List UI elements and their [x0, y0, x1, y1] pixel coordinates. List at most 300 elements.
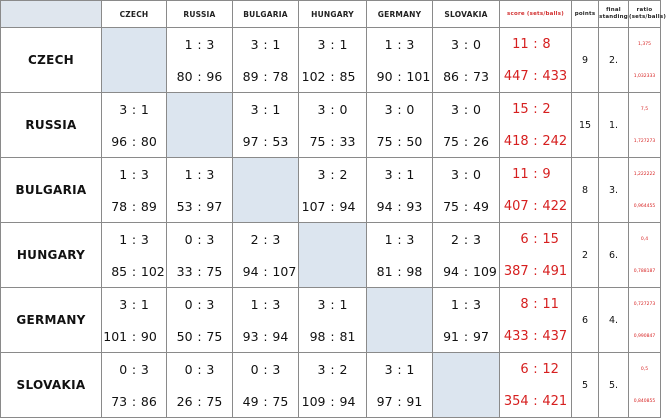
balls-home: 94 — [376, 198, 393, 214]
balls-line — [433, 190, 499, 222]
balls-line — [299, 385, 366, 417]
sets-home: 3 — [451, 166, 459, 182]
sets-line — [233, 288, 298, 320]
balls-home: 90 — [376, 68, 393, 84]
balls-away: 75 — [206, 393, 223, 409]
balls-line — [367, 190, 432, 222]
score-sets-line — [500, 28, 571, 60]
match-result-cell — [102, 288, 167, 353]
match-result-cell — [102, 353, 167, 418]
score-cell — [500, 158, 572, 223]
sets-away: 1 — [140, 296, 149, 312]
score-balls-won: 447 — [503, 68, 529, 84]
match-result-cell — [233, 93, 299, 158]
balls-line — [167, 320, 232, 352]
balls-away: 94 — [272, 328, 289, 344]
balls-home: 98 — [309, 328, 326, 344]
separator: : — [330, 296, 335, 312]
sets-away: 3 — [140, 361, 149, 377]
final-standing-cell: 6. — [599, 223, 629, 288]
header-col-russia: RUSSIA — [167, 1, 233, 28]
separator: : — [397, 393, 402, 409]
balls-away: 75 — [272, 393, 289, 409]
balls-line — [367, 125, 432, 157]
balls-line — [367, 60, 432, 92]
balls-line — [102, 125, 166, 157]
separator: : — [330, 361, 335, 377]
sets-home: 2 — [451, 231, 459, 247]
balls-away: 53 — [272, 133, 289, 149]
score-balls-won: 354 — [503, 393, 529, 409]
sets-home: 1 — [119, 231, 128, 247]
sets-line — [433, 223, 499, 255]
balls-line — [367, 255, 432, 287]
match-result-cell — [433, 223, 500, 288]
balls-line — [433, 320, 499, 352]
sets-line — [367, 353, 432, 385]
header-score: score (sets/balls) — [500, 1, 572, 28]
table-row — [1, 353, 661, 418]
ratio-balls: 0,964455 — [633, 203, 656, 209]
score-balls-lost: 421 — [542, 393, 568, 409]
match-result-cell — [433, 288, 500, 353]
match-result-cell — [367, 93, 433, 158]
balls-home: 94 — [242, 263, 259, 279]
match-result-cell — [299, 288, 367, 353]
final-standing-cell: 2. — [599, 28, 629, 93]
sets-away: 3 — [140, 166, 149, 182]
sets-away: 3 — [206, 296, 215, 312]
sets-away: 3 — [406, 231, 415, 247]
balls-home: 53 — [176, 198, 193, 214]
score-sets-line — [500, 223, 571, 255]
sets-home: 3 — [317, 101, 326, 117]
match-result-cell — [233, 288, 299, 353]
score-cell — [500, 288, 572, 353]
separator: : — [533, 263, 538, 279]
points-cell: 15 — [572, 93, 599, 158]
score-sets-line — [500, 288, 571, 320]
balls-home: 93 — [242, 328, 259, 344]
sets-home: 3 — [451, 101, 459, 117]
score-balls-won: 418 — [503, 133, 529, 149]
score-balls-line — [500, 255, 571, 287]
points-cell: 6 — [572, 288, 599, 353]
balls-home: 33 — [176, 263, 193, 279]
balls-line — [167, 255, 232, 287]
sets-away: 1 — [339, 36, 348, 52]
score-sets-line — [500, 353, 571, 385]
balls-line — [433, 255, 499, 287]
balls-home: 75 — [309, 133, 326, 149]
separator: : — [397, 36, 402, 52]
score-balls-lost: 433 — [542, 68, 568, 84]
final-standing-cell: 1. — [599, 93, 629, 158]
match-result-cell — [167, 288, 233, 353]
sets-home: 3 — [317, 166, 326, 182]
sets-line — [299, 93, 366, 125]
separator: : — [397, 68, 402, 84]
sets-away: 0 — [339, 101, 348, 117]
sets-line — [299, 158, 366, 190]
balls-home: 96 — [111, 133, 128, 149]
sets-home: 1 — [184, 36, 193, 52]
separator: : — [263, 328, 268, 344]
ratio-sets: 0,4 — [640, 236, 649, 242]
sets-away: 3 — [272, 231, 281, 247]
sets-line — [233, 93, 298, 125]
balls-line — [299, 60, 366, 92]
separator: : — [131, 361, 137, 377]
match-result-cell — [433, 93, 500, 158]
sets-home: 0 — [184, 231, 193, 247]
balls-away: 91 — [406, 393, 423, 409]
sets-away: 3 — [140, 231, 149, 247]
balls-line — [233, 60, 298, 92]
separator: : — [197, 296, 202, 312]
balls-home: 80 — [176, 68, 193, 84]
ratio-balls: 0,788187 — [633, 268, 656, 274]
sets-away: 3 — [473, 231, 481, 247]
match-result-cell — [367, 158, 433, 223]
sets-line — [102, 158, 166, 190]
sets-line — [102, 223, 166, 255]
balls-away: 81 — [339, 328, 356, 344]
sets-away: 3 — [206, 361, 215, 377]
table-row — [1, 28, 661, 93]
separator: : — [330, 328, 335, 344]
team-name: CZECH — [1, 28, 102, 93]
team-name: GERMANY — [1, 288, 102, 353]
separator: : — [463, 231, 469, 247]
score-balls-won: 387 — [503, 263, 529, 279]
match-result-cell — [102, 158, 167, 223]
ratio-balls: 1,727273 — [633, 138, 656, 144]
separator: : — [533, 133, 538, 149]
diagonal-cell — [167, 93, 233, 158]
sets-line — [299, 28, 366, 60]
separator: : — [463, 101, 469, 117]
sets-home: 3 — [317, 361, 326, 377]
score-balls-won: 433 — [503, 328, 529, 344]
sets-away: 0 — [473, 36, 481, 52]
score-sets-lost: 12 — [542, 361, 559, 377]
sets-away: 0 — [473, 166, 481, 182]
diagonal-cell — [299, 223, 367, 288]
balls-away: 85 — [339, 68, 356, 84]
sets-line — [299, 288, 366, 320]
separator: : — [463, 328, 469, 344]
balls-away: 73 — [473, 68, 489, 84]
separator: : — [197, 361, 202, 377]
balls-line — [167, 190, 232, 222]
separator: : — [533, 101, 538, 117]
balls-away: 98 — [406, 263, 423, 279]
header-ratio: ratio (sets/balls) — [629, 1, 661, 28]
points-cell: 9 — [572, 28, 599, 93]
balls-line — [167, 60, 232, 92]
score-balls-line — [500, 60, 571, 92]
balls-home: 101 — [103, 328, 128, 344]
separator: : — [463, 296, 469, 312]
final-standing-cell: 4. — [599, 288, 629, 353]
balls-line — [102, 190, 166, 222]
separator: : — [197, 166, 202, 182]
balls-home: 73 — [111, 393, 128, 409]
table-row — [1, 158, 661, 223]
separator: : — [131, 393, 137, 409]
balls-home: 85 — [111, 263, 128, 279]
balls-home: 102 — [301, 68, 326, 84]
score-sets-won: 6 — [520, 231, 529, 247]
sets-line — [102, 353, 166, 385]
separator: : — [197, 328, 202, 344]
match-result-cell — [233, 28, 299, 93]
ratio-cell — [629, 223, 661, 288]
separator: : — [397, 231, 402, 247]
ratio-balls: 1,032333 — [633, 73, 656, 79]
sets-away: 3 — [406, 36, 415, 52]
sets-home: 0 — [119, 361, 128, 377]
sets-line — [233, 28, 298, 60]
separator: : — [533, 393, 538, 409]
separator: : — [263, 296, 268, 312]
sets-line — [167, 223, 232, 255]
separator: : — [197, 231, 202, 247]
balls-home: 75 — [443, 133, 459, 149]
separator: : — [263, 133, 268, 149]
sets-line — [433, 93, 499, 125]
sets-home: 3 — [119, 296, 128, 312]
points-cell: 2 — [572, 223, 599, 288]
sets-home: 0 — [250, 361, 259, 377]
separator: : — [330, 393, 335, 409]
sets-away: 3 — [473, 296, 481, 312]
separator: : — [330, 166, 335, 182]
diagonal-cell — [433, 353, 500, 418]
final-standing-cell: 5. — [599, 353, 629, 418]
sets-line — [433, 28, 499, 60]
sets-away: 1 — [406, 361, 415, 377]
separator: : — [533, 68, 538, 84]
separator: : — [330, 36, 335, 52]
balls-away: 50 — [406, 133, 423, 149]
ratio-balls: 0,990847 — [633, 333, 656, 339]
ratio-sets: 7,5 — [640, 106, 649, 112]
balls-away: 86 — [140, 393, 157, 409]
header-col-hungary: HUNGARY — [299, 1, 367, 28]
sets-home: 1 — [184, 166, 193, 182]
ratio-balls: 0,840855 — [633, 398, 656, 404]
sets-home: 3 — [119, 101, 128, 117]
balls-away: 94 — [339, 393, 356, 409]
separator: : — [197, 36, 202, 52]
table-row — [1, 93, 661, 158]
ratio-cell — [629, 28, 661, 93]
separator: : — [263, 231, 268, 247]
score-balls-lost: 242 — [542, 133, 568, 149]
sets-line — [167, 288, 232, 320]
sets-home: 2 — [250, 231, 259, 247]
separator: : — [533, 198, 538, 214]
separator: : — [463, 36, 469, 52]
sets-line — [233, 223, 298, 255]
balls-line — [233, 125, 298, 157]
match-result-cell — [299, 93, 367, 158]
balls-away: 94 — [339, 198, 356, 214]
balls-away: 26 — [473, 133, 489, 149]
score-cell — [500, 93, 572, 158]
balls-line — [367, 385, 432, 417]
header-col-bulgaria: BULGARIA — [233, 1, 299, 28]
sets-line — [102, 288, 166, 320]
separator: : — [263, 36, 268, 52]
match-result-cell — [367, 28, 433, 93]
separator: : — [330, 68, 335, 84]
ratio-cell — [629, 288, 661, 353]
sets-home: 0 — [184, 296, 193, 312]
separator: : — [197, 263, 202, 279]
score-sets-lost: 2 — [542, 101, 551, 117]
separator: : — [263, 393, 268, 409]
separator: : — [330, 133, 335, 149]
sets-home: 3 — [250, 36, 259, 52]
balls-home: 107 — [301, 198, 326, 214]
score-sets-lost: 8 — [542, 36, 551, 52]
balls-line — [433, 125, 499, 157]
sets-home: 1 — [451, 296, 459, 312]
balls-line — [433, 60, 499, 92]
sets-line — [167, 158, 232, 190]
match-result-cell — [233, 353, 299, 418]
sets-line — [167, 28, 232, 60]
sets-home: 1 — [384, 36, 393, 52]
separator: : — [533, 328, 538, 344]
separator: : — [397, 133, 402, 149]
match-result-cell — [367, 353, 433, 418]
separator: : — [533, 166, 538, 182]
balls-away: 89 — [140, 198, 157, 214]
sets-home: 1 — [119, 166, 128, 182]
score-sets-won: 11 — [512, 36, 529, 52]
match-result-cell — [167, 353, 233, 418]
balls-home: 75 — [376, 133, 393, 149]
sets-away: 3 — [206, 166, 215, 182]
balls-away: 33 — [339, 133, 356, 149]
balls-home: 94 — [443, 263, 459, 279]
match-result-cell — [433, 158, 500, 223]
balls-line — [233, 320, 298, 352]
header-col-czech: CZECH — [102, 1, 167, 28]
sets-away: 3 — [272, 296, 281, 312]
team-name: HUNGARY — [1, 223, 102, 288]
separator: : — [463, 263, 469, 279]
header-corner — [1, 1, 102, 28]
header-col-slovakia: SLOVAKIA — [433, 1, 500, 28]
match-result-cell — [299, 158, 367, 223]
sets-line — [233, 353, 298, 385]
sets-away: 0 — [406, 101, 415, 117]
sets-home: 3 — [451, 36, 459, 52]
ratio-sets: 0,727273 — [633, 301, 656, 307]
sets-home: 3 — [250, 101, 259, 117]
points-cell: 5 — [572, 353, 599, 418]
sets-away: 0 — [473, 101, 481, 117]
header-col-germany: GERMANY — [367, 1, 433, 28]
score-sets-lost: 9 — [542, 166, 551, 182]
balls-away: 75 — [206, 328, 223, 344]
balls-home: 78 — [111, 198, 128, 214]
balls-away: 93 — [406, 198, 423, 214]
separator: : — [330, 101, 335, 117]
balls-away: 80 — [140, 133, 157, 149]
score-balls-won: 407 — [503, 198, 529, 214]
separator: : — [263, 361, 268, 377]
sets-line — [167, 353, 232, 385]
sets-away: 3 — [206, 36, 215, 52]
separator: : — [131, 101, 137, 117]
ratio-sets: 0,5 — [640, 366, 649, 372]
sets-line — [433, 158, 499, 190]
diagonal-cell — [102, 28, 167, 93]
separator: : — [533, 361, 538, 377]
match-result-cell — [102, 223, 167, 288]
sets-line — [367, 28, 432, 60]
score-cell — [500, 223, 572, 288]
ratio-sets: 1,222222 — [633, 171, 656, 177]
sets-line — [299, 353, 366, 385]
ratio-sets: 1,375 — [638, 41, 651, 47]
score-sets-line — [500, 93, 571, 125]
separator: : — [397, 198, 402, 214]
table-body — [1, 28, 661, 418]
sets-away: 1 — [272, 101, 281, 117]
match-result-cell — [299, 353, 367, 418]
sets-home: 0 — [184, 361, 193, 377]
sets-line — [367, 158, 432, 190]
sets-line — [367, 93, 432, 125]
match-result-cell — [299, 28, 367, 93]
team-name: RUSSIA — [1, 93, 102, 158]
score-balls-line — [500, 190, 571, 222]
separator: : — [131, 198, 137, 214]
separator: : — [397, 263, 402, 279]
balls-line — [233, 385, 298, 417]
header-final-standing: final standing — [599, 1, 629, 28]
score-balls-lost: 491 — [542, 263, 568, 279]
sets-away: 2 — [339, 166, 348, 182]
sets-home: 1 — [384, 231, 393, 247]
table-row — [1, 223, 661, 288]
separator: : — [533, 36, 538, 52]
balls-line — [299, 190, 366, 222]
diagonal-cell — [367, 288, 433, 353]
match-result-cell — [367, 223, 433, 288]
balls-away: 49 — [473, 198, 489, 214]
sets-home: 3 — [317, 36, 326, 52]
separator: : — [131, 133, 137, 149]
sets-line — [102, 93, 166, 125]
separator: : — [131, 328, 137, 344]
balls-line — [299, 125, 366, 157]
score-cell — [500, 353, 572, 418]
balls-away: 75 — [206, 263, 223, 279]
sets-home: 3 — [384, 101, 393, 117]
separator: : — [197, 393, 202, 409]
balls-away: 107 — [272, 263, 297, 279]
balls-home: 89 — [242, 68, 259, 84]
team-name: BULGARIA — [1, 158, 102, 223]
